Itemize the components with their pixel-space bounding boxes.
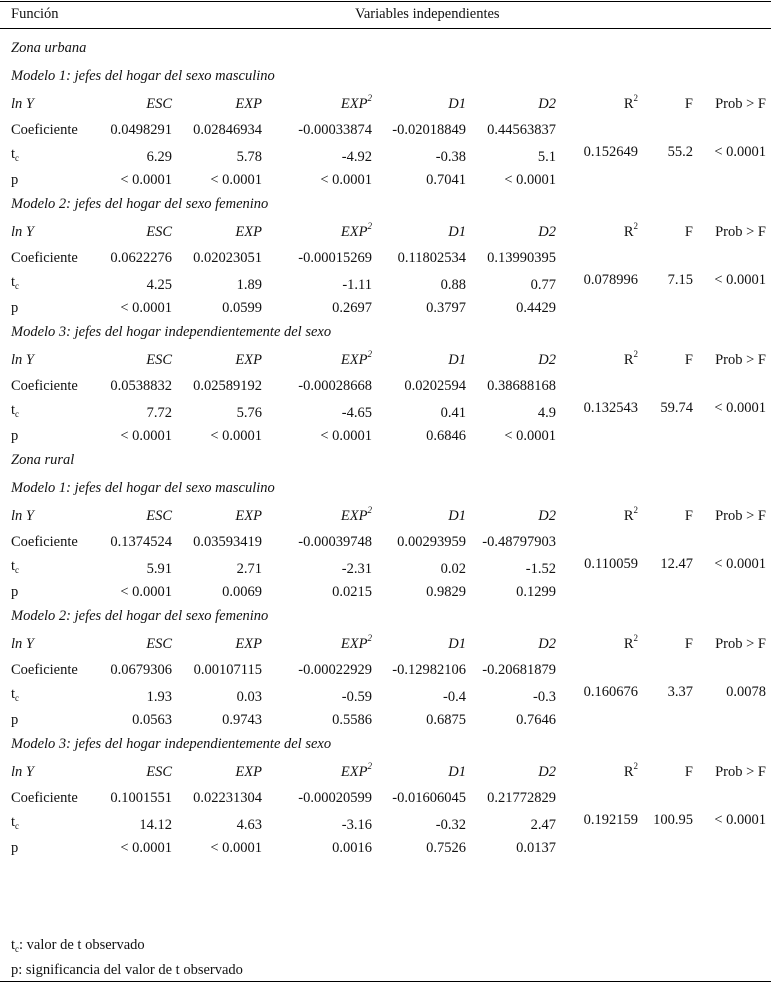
header-r2: $R^2$ <box>623 505 638 524</box>
p-label: p <box>11 584 19 600</box>
coef-value: 0.0679306 <box>110 662 172 678</box>
header-esc: ESC <box>146 224 172 240</box>
header-r2: $R^2$ <box>623 633 638 652</box>
r2-value: 0.110059 <box>584 556 638 572</box>
coef-row <box>0 250 771 272</box>
header-esc: ESC <box>146 508 172 524</box>
p-value: 0.6846 <box>426 428 466 444</box>
p-value: < 0.0001 <box>504 172 556 188</box>
header-r2: $R^2$ <box>623 761 638 780</box>
fit-stats-row <box>0 684 771 706</box>
coef-value: -0.00020599 <box>298 790 372 806</box>
tc-value: -0.3 <box>533 689 556 705</box>
zone-title: Zona urbana <box>11 40 87 56</box>
header-exp: EXP <box>235 508 262 524</box>
coef-value: 0.11802534 <box>397 250 466 266</box>
p-value: 0.7041 <box>426 172 466 188</box>
fit-stats-row <box>0 272 771 294</box>
coef-value: 0.13990395 <box>487 250 556 266</box>
p-value: < 0.0001 <box>504 428 556 444</box>
coef-value: 0.0538832 <box>110 378 172 394</box>
variable-header-row <box>0 505 771 530</box>
coef-value: 0.00107115 <box>193 662 262 678</box>
header-d2: D2 <box>538 764 556 780</box>
p-value: 0.7526 <box>426 840 466 856</box>
header-f: F <box>684 96 693 112</box>
header-exp: EXP <box>235 352 262 368</box>
p-value: < 0.0001 <box>120 584 172 600</box>
coef-value: -0.48797903 <box>482 534 556 550</box>
coef-row <box>0 122 771 144</box>
coef-label: Coeficiente <box>11 122 78 138</box>
tc-value: 5.91 <box>146 561 172 577</box>
tc-label: $t_c$ <box>11 146 20 163</box>
header-d2: D2 <box>538 224 556 240</box>
coef-value: 0.38688168 <box>487 378 556 394</box>
header-lny: ln Y <box>11 508 34 524</box>
coef-value: -0.02018849 <box>392 122 466 138</box>
header-d1: D1 <box>448 764 466 780</box>
top-rule <box>0 1 771 2</box>
tc-label: $t_c$ <box>11 402 20 419</box>
tc-value: -4.65 <box>341 405 372 421</box>
table-header <box>0 6 771 28</box>
f-value: 59.74 <box>660 400 693 416</box>
header-probf: Prob > F <box>715 764 766 780</box>
tc-value: 0.02 <box>440 561 466 577</box>
coef-value: -0.00022929 <box>298 662 372 678</box>
header-probf: Prob > F <box>715 636 766 652</box>
p-value: 0.0215 <box>332 584 372 600</box>
probf-value: < 0.0001 <box>714 144 766 160</box>
tc-label: $t_c$ <box>11 558 20 575</box>
coef-row <box>0 790 771 812</box>
coef-row <box>0 662 771 684</box>
coef-label: Coeficiente <box>11 250 78 266</box>
p-value: < 0.0001 <box>320 172 372 188</box>
f-value: 100.95 <box>653 812 693 828</box>
r2-value: 0.160676 <box>583 684 638 700</box>
p-label: p <box>11 840 19 856</box>
p-row <box>0 584 771 606</box>
tc-value: -1.52 <box>525 561 556 577</box>
header-f: F <box>684 764 693 780</box>
fit-stats-row <box>0 400 771 422</box>
coef-value: 0.03593419 <box>193 534 262 550</box>
coef-value: -0.00039748 <box>298 534 372 550</box>
tc-value: 5.78 <box>236 149 262 165</box>
tc-value: -0.59 <box>341 689 372 705</box>
bottom-rule <box>0 981 771 982</box>
variable-header-row <box>0 633 771 658</box>
p-row <box>0 300 771 322</box>
variable-header-row <box>0 93 771 118</box>
header-d1: D1 <box>448 96 466 112</box>
header-lny: ln Y <box>11 352 34 368</box>
coef-value: -0.20681879 <box>482 662 556 678</box>
header-r2: $R^2$ <box>623 221 638 240</box>
variable-header-row <box>0 349 771 374</box>
tc-label: $t_c$ <box>11 814 20 831</box>
f-value: 55.2 <box>667 144 693 160</box>
p-label: p <box>11 172 19 188</box>
p-value: 0.0137 <box>516 840 556 856</box>
header-f: F <box>684 636 693 652</box>
coef-value: 0.02023051 <box>193 250 262 266</box>
tc-value: 1.93 <box>146 689 172 705</box>
note-tc: $t_c$: valor de t observado <box>11 937 145 954</box>
header-d2: D2 <box>538 96 556 112</box>
coef-value: 0.1001551 <box>110 790 172 806</box>
p-value: 0.0016 <box>332 840 372 856</box>
tc-value: -1.11 <box>342 277 372 293</box>
probf-value: < 0.0001 <box>714 556 766 572</box>
coef-label: Coeficiente <box>11 378 78 394</box>
header-d1: D1 <box>448 352 466 368</box>
tc-value: 0.41 <box>440 405 466 421</box>
coef-value: 0.0498291 <box>110 122 172 138</box>
header-probf: Prob > F <box>715 352 766 368</box>
header-rule <box>0 28 771 29</box>
p-label: p <box>11 300 19 316</box>
header-lny: ln Y <box>11 764 34 780</box>
p-value: 0.9829 <box>426 584 466 600</box>
header-esc: ESC <box>146 764 172 780</box>
header-variables: Variables independientes <box>355 6 500 22</box>
tc-label: $t_c$ <box>11 686 20 703</box>
tc-value: -0.32 <box>435 817 466 833</box>
header-probf: Prob > F <box>715 96 766 112</box>
p-value: 0.9743 <box>222 712 262 728</box>
tc-value: 0.03 <box>236 689 262 705</box>
probf-value: < 0.0001 <box>714 812 766 828</box>
coef-value: -0.12982106 <box>392 662 466 678</box>
coef-value: 0.44563837 <box>487 122 556 138</box>
coef-value: 0.02231304 <box>193 790 262 806</box>
header-d1: D1 <box>448 636 466 652</box>
tc-label: $t_c$ <box>11 274 20 291</box>
p-value: 0.2697 <box>332 300 372 316</box>
p-value: 0.4429 <box>516 300 556 316</box>
coef-value: 0.0202594 <box>404 378 466 394</box>
header-exp: EXP <box>235 636 262 652</box>
tc-value: -2.31 <box>341 561 372 577</box>
header-funcion: Función <box>11 6 59 22</box>
fit-stats-row <box>0 144 771 166</box>
p-value: 0.3797 <box>426 300 466 316</box>
tc-value: 5.1 <box>537 149 556 165</box>
tc-value: 1.89 <box>236 277 262 293</box>
p-value: < 0.0001 <box>210 840 262 856</box>
tc-value: 0.88 <box>440 277 466 293</box>
p-label: p <box>11 712 19 728</box>
p-value: 0.1299 <box>516 584 556 600</box>
coef-value: 0.0622276 <box>110 250 172 266</box>
header-r2: $R^2$ <box>623 349 638 368</box>
coef-value: 0.21772829 <box>487 790 556 806</box>
header-d1: D1 <box>448 508 466 524</box>
p-row <box>0 712 771 734</box>
p-row <box>0 172 771 194</box>
tc-value: 6.29 <box>146 149 172 165</box>
header-exp: EXP <box>235 96 262 112</box>
header-d1: D1 <box>448 224 466 240</box>
p-value: < 0.0001 <box>210 172 262 188</box>
tc-value: 4.25 <box>146 277 172 293</box>
f-value: 12.47 <box>660 556 693 572</box>
header-exp: EXP <box>235 764 262 780</box>
header-exp2: EXP$^2$ <box>340 633 372 652</box>
model-title: Modelo 3: jefes del hogar independientemente del sexo <box>11 324 332 340</box>
tc-value: -0.38 <box>435 149 466 165</box>
p-row <box>0 840 771 862</box>
header-probf: Prob > F <box>715 224 766 240</box>
p-value: 0.7646 <box>516 712 556 728</box>
tc-value: 2.47 <box>530 817 556 833</box>
coef-value: 0.02589192 <box>193 378 262 394</box>
coef-label: Coeficiente <box>11 534 78 550</box>
model-title: Modelo 1: jefes del hogar del sexo masculino <box>11 68 275 84</box>
coef-value: -0.01606045 <box>392 790 466 806</box>
zone-title: Zona rural <box>11 452 75 468</box>
header-lny: ln Y <box>11 636 34 652</box>
probf-value: 0.0078 <box>726 684 766 700</box>
header-exp2: EXP$^2$ <box>340 93 372 112</box>
header-lny: ln Y <box>11 96 34 112</box>
p-value: 0.6875 <box>426 712 466 728</box>
header-probf: Prob > F <box>715 508 766 524</box>
f-value: 7.15 <box>667 272 693 288</box>
p-value: 0.0069 <box>222 584 262 600</box>
coef-label: Coeficiente <box>11 662 78 678</box>
model-title: Modelo 2: jefes del hogar del sexo femenino <box>11 608 269 624</box>
header-exp2: EXP$^2$ <box>340 505 372 524</box>
header-exp2: EXP$^2$ <box>340 349 372 368</box>
header-r2: $R^2$ <box>623 93 638 112</box>
r2-value: 0.078996 <box>583 272 638 288</box>
p-value: 0.0563 <box>132 712 172 728</box>
p-row <box>0 428 771 450</box>
header-exp: EXP <box>235 224 262 240</box>
coef-value: 0.1374524 <box>110 534 172 550</box>
header-d2: D2 <box>538 352 556 368</box>
header-esc: ESC <box>146 636 172 652</box>
coef-value: -0.00015269 <box>298 250 372 266</box>
header-lny: ln Y <box>11 224 34 240</box>
p-value: < 0.0001 <box>120 300 172 316</box>
tc-value: 7.72 <box>146 405 172 421</box>
p-value: < 0.0001 <box>120 172 172 188</box>
tc-value: 2.71 <box>236 561 262 577</box>
coef-row <box>0 378 771 400</box>
header-exp2: EXP$^2$ <box>340 761 372 780</box>
fit-stats-row <box>0 812 771 834</box>
coef-row <box>0 534 771 556</box>
header-d2: D2 <box>538 636 556 652</box>
header-esc: ESC <box>146 352 172 368</box>
note-p: p: significancia del valor de t observado <box>11 962 243 978</box>
header-d2: D2 <box>538 508 556 524</box>
f-value: 3.37 <box>667 684 693 700</box>
coef-value: -0.00033874 <box>298 122 372 138</box>
tc-value: -0.4 <box>443 689 466 705</box>
p-value: 0.5586 <box>332 712 372 728</box>
header-f: F <box>684 508 693 524</box>
model-title: Modelo 2: jefes del hogar del sexo femenino <box>11 196 269 212</box>
coef-label: Coeficiente <box>11 790 78 806</box>
tc-value: -4.92 <box>341 149 372 165</box>
r2-value: 0.152649 <box>583 144 638 160</box>
p-value: < 0.0001 <box>320 428 372 444</box>
tc-value: -3.16 <box>341 817 372 833</box>
p-label: p <box>11 428 19 444</box>
variable-header-row <box>0 221 771 246</box>
tc-value: 14.12 <box>139 817 172 833</box>
variable-header-row <box>0 761 771 786</box>
coef-value: 0.02846934 <box>193 122 262 138</box>
tc-value: 4.63 <box>236 817 262 833</box>
header-f: F <box>684 352 693 368</box>
p-value: < 0.0001 <box>210 428 262 444</box>
tc-value: 4.9 <box>537 405 556 421</box>
probf-value: < 0.0001 <box>714 400 766 416</box>
header-exp2: EXP$^2$ <box>340 221 372 240</box>
r2-value: 0.132543 <box>583 400 638 416</box>
p-value: 0.0599 <box>222 300 262 316</box>
tc-value: 0.77 <box>530 277 556 293</box>
probf-value: < 0.0001 <box>714 272 766 288</box>
header-f: F <box>684 224 693 240</box>
header-esc: ESC <box>146 96 172 112</box>
p-value: < 0.0001 <box>120 428 172 444</box>
coef-value: 0.00293959 <box>397 534 466 550</box>
p-value: < 0.0001 <box>120 840 172 856</box>
model-title: Modelo 1: jefes del hogar del sexo masculino <box>11 480 275 496</box>
coef-value: -0.00028668 <box>298 378 372 394</box>
fit-stats-row <box>0 556 771 578</box>
tc-value: 5.76 <box>236 405 262 421</box>
r2-value: 0.192159 <box>583 812 638 828</box>
model-title: Modelo 3: jefes del hogar independientemente del sexo <box>11 736 332 752</box>
